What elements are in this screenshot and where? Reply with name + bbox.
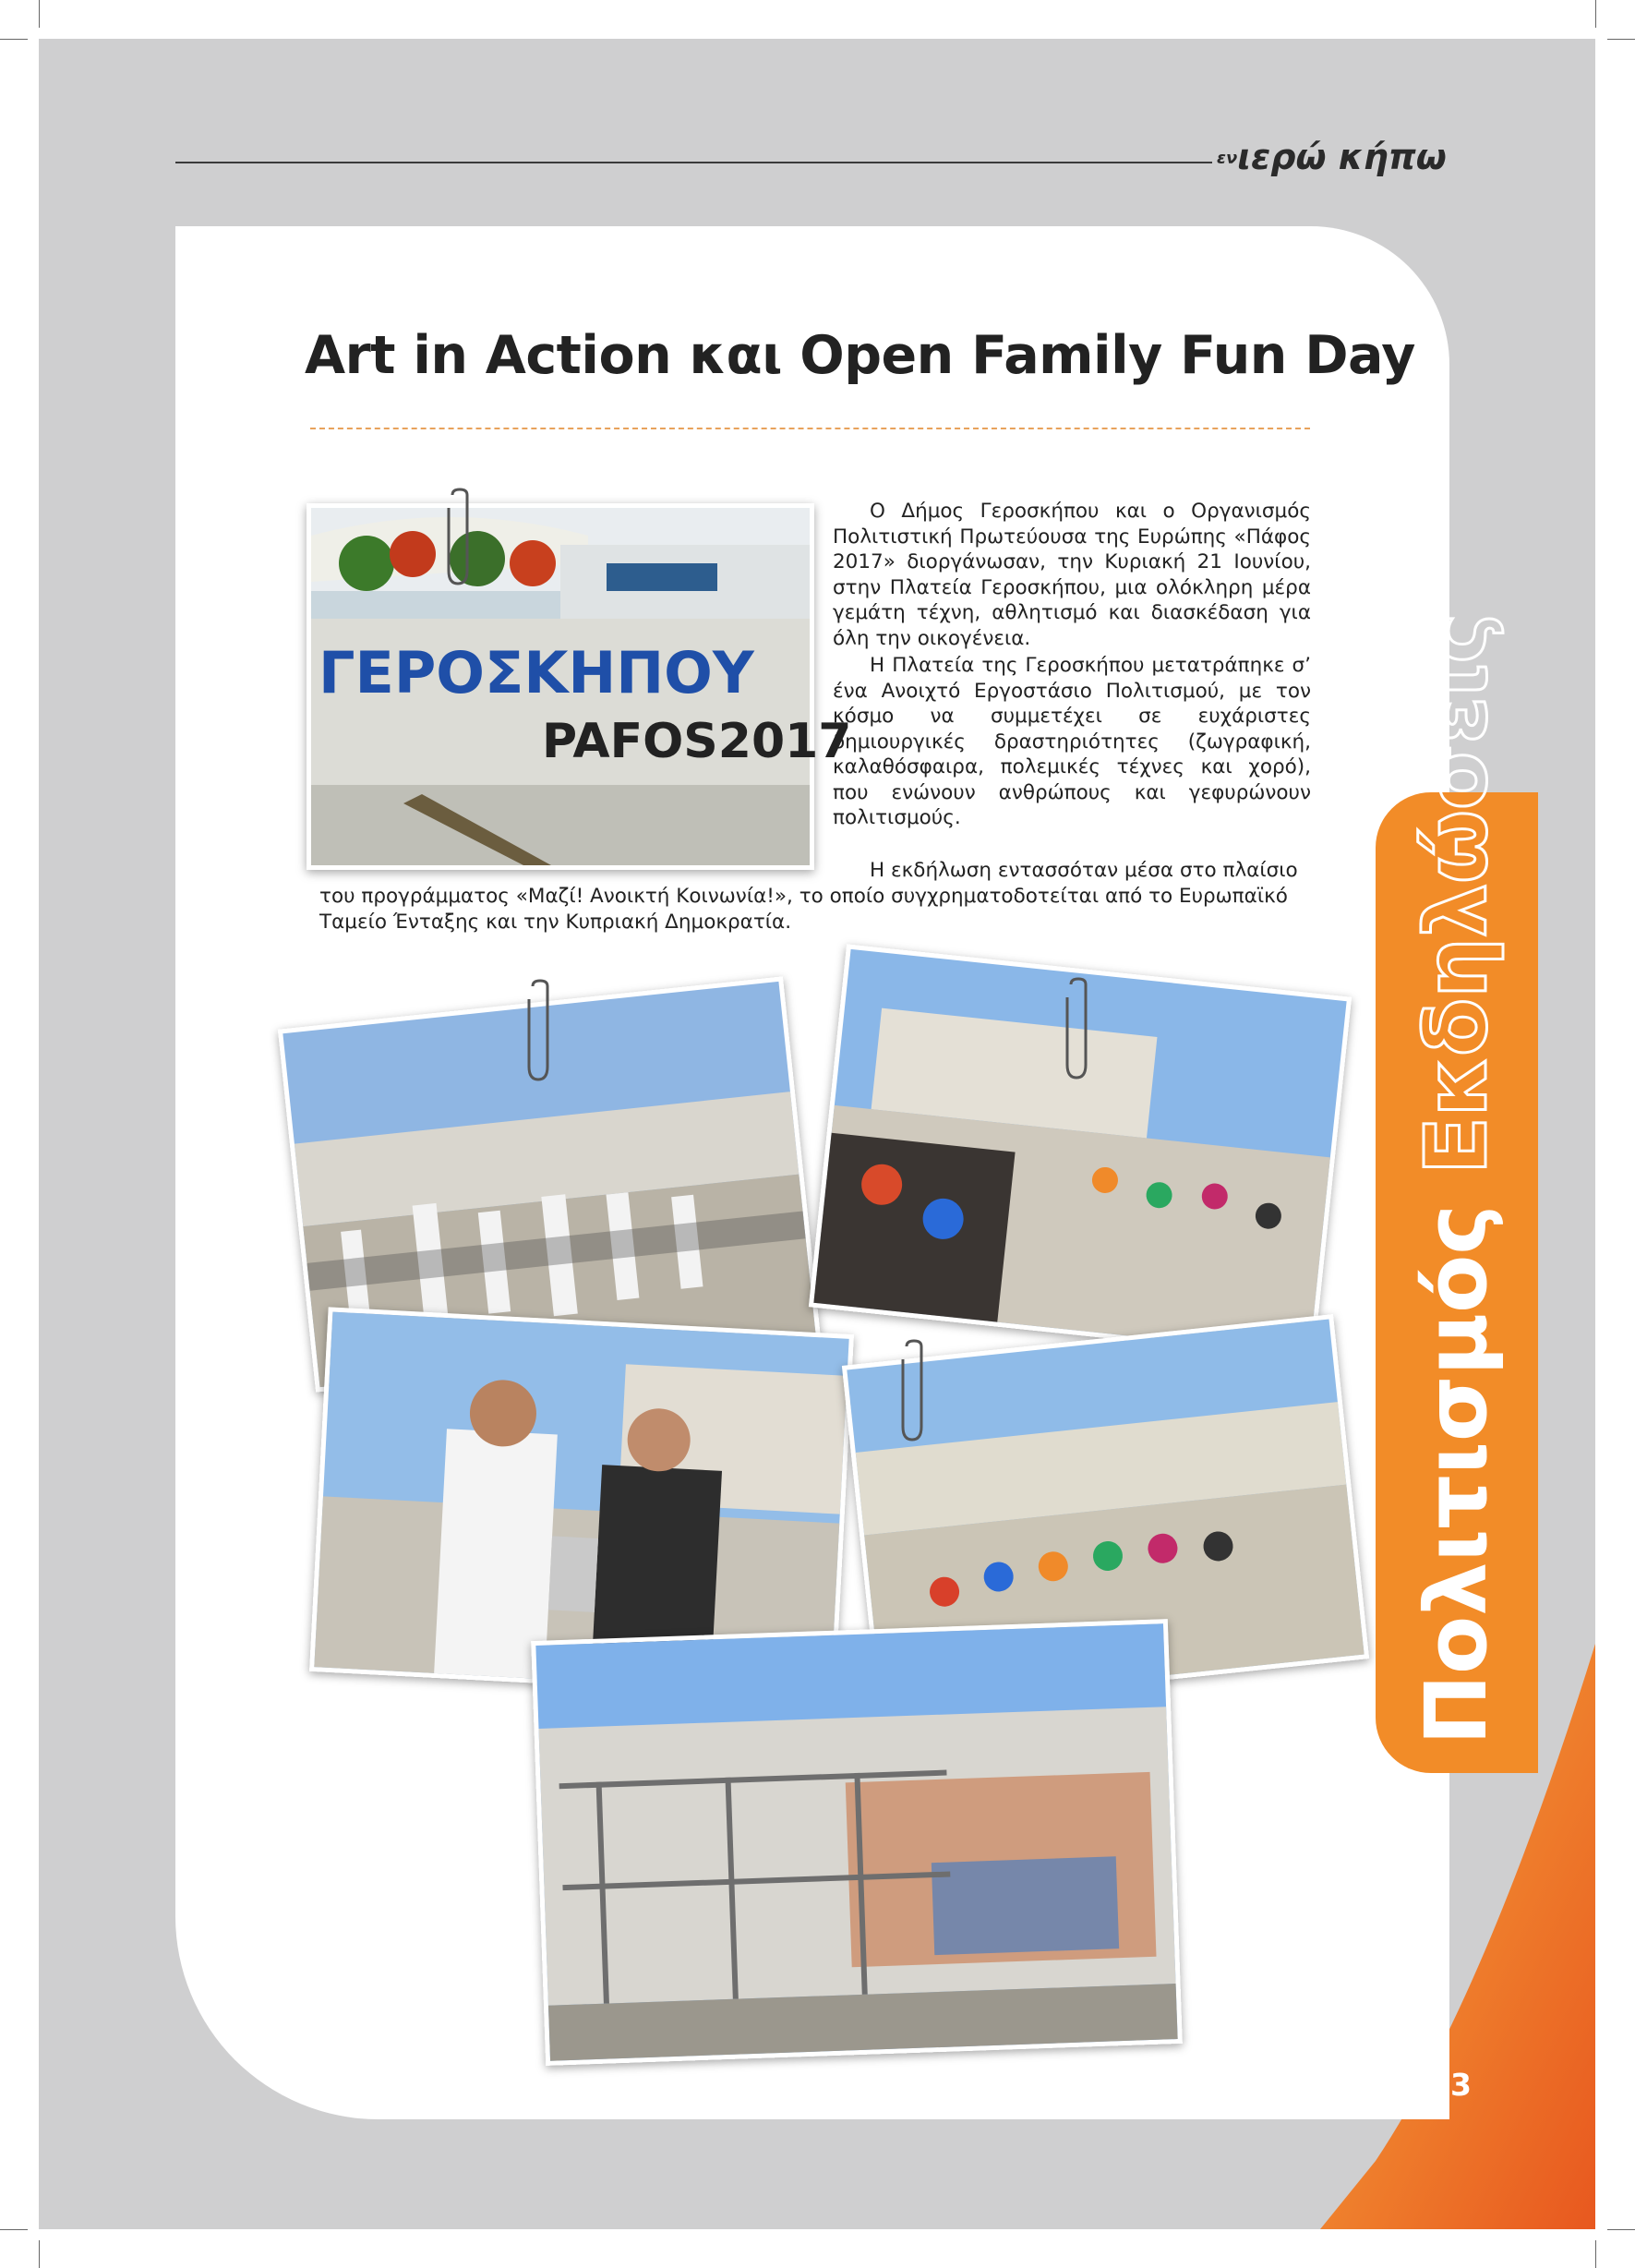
crop-mark (1607, 39, 1635, 40)
article-title: Art in Action και Open Family Fun Day (305, 325, 1415, 386)
brand-name: ιερώ κήπω (1237, 137, 1447, 177)
article-paragraph-1 (833, 499, 1311, 651)
sign-word: ΓΕΡΟΣΚΗΠΟΥ (319, 639, 754, 706)
header-rule (175, 162, 1212, 163)
paragraph-1-text: Ο Δήμος Γεροσκήπου και ο Οργανισμός Πολιτιστική Πρωτεύουσα της Ευρώπης «Πάφος 2017» διοργάνωσαν, την Κυριακή 21 Ιουνίου, στην Πλατεία Γεροσκήπου, μια ολόκληρη μέρα γεμάτη τέχνη, αθλητισμό και διασκέδαση για όλη την οικογένεια. (833, 500, 1311, 650)
crop-mark (1595, 2240, 1596, 2268)
section-word-1: Πολιτισμός (1407, 1204, 1506, 1745)
sign-pafos: PAFOS2017 (542, 714, 852, 769)
page-number: 13 (1429, 2067, 1472, 2103)
brand-prefix: εν (1217, 149, 1238, 168)
title-divider (310, 428, 1310, 429)
magazine-brand (1217, 137, 1457, 183)
paper-clip-icon (522, 979, 559, 1085)
crop-mark (1595, 0, 1596, 28)
crop-mark (39, 0, 40, 28)
paper-clip-icon (896, 1339, 932, 1445)
paragraph-3-text: Η εκδήλωση εντασσόταν μέσα στο πλαίσιο (870, 859, 1298, 882)
paper-clip-icon (441, 488, 478, 589)
section-label (1401, 612, 1512, 1745)
article-paragraph-3-continued: του προγράμματος «Μαζί! Ανοικτή Κοινωνία!», το οποίο συγχρηματοδοτείται από το Ευρωπαϊκό Ταμείο Ένταξης και την Κυπριακή Δημοκρατία. (319, 885, 1288, 934)
paper-clip-icon (1060, 977, 1097, 1083)
photo-graffiti-scaffolding (531, 1619, 1183, 2066)
photo-geroskipou-sign (307, 503, 852, 870)
crop-mark (39, 2240, 40, 2268)
paragraph-2-text: Η Πλατεία της Γεροσκήπου μετατράπηκε σ’ ένα Ανοιχτό Εργοστάσιο Πολιτισμού, με τον κόσμο να συμμετέχει σε ευχάριστες δημιουργικές δραστηριότητες (ζωγραφική, καλαθόσφαιρα, πολεμικές τέχνες και χορό), που ενώνουν ανθρώπους και γεφυρώνουν πολιτισμούς. (833, 654, 1311, 829)
crop-mark (0, 39, 28, 40)
crop-mark (1607, 2229, 1635, 2230)
article-paragraph-3 (833, 858, 1311, 884)
section-word-2: Εκδηλώσεις (1407, 612, 1506, 1176)
article-paragraph-2 (833, 653, 1311, 831)
crop-mark (0, 2229, 28, 2230)
